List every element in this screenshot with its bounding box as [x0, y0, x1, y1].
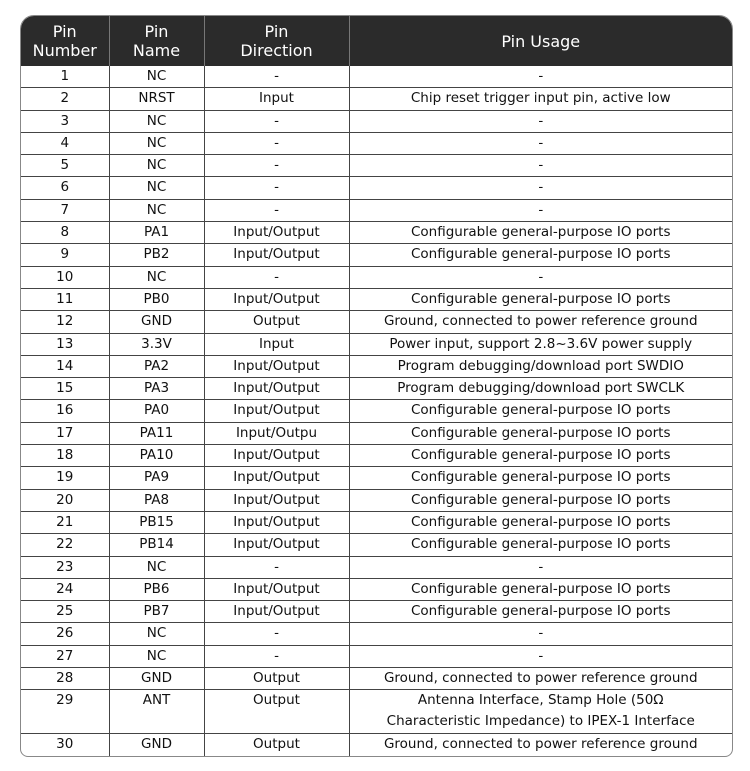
header-line: Name: [132, 41, 181, 60]
pin-usage-cell: -: [349, 645, 732, 667]
pin-number-cell: 9: [21, 244, 109, 266]
pin-number-cell: 26: [21, 623, 109, 645]
table-row: [21, 333, 732, 355]
pin-usage-cell: Antenna Interface, Stamp Hole (50Ω Characteristic Impedance) to IPEX-1 Interface: [349, 690, 732, 734]
pin-direction-cell: -: [204, 266, 349, 288]
pin-usage-cell: -: [349, 556, 732, 578]
pin-name-cell: ANT: [109, 690, 204, 734]
pin-number-cell: 1: [21, 66, 109, 88]
table-row: [21, 645, 732, 667]
pin-usage-cell: Chip reset trigger input pin, active low: [349, 88, 732, 110]
pin-usage-cell: -: [349, 132, 732, 154]
pin-number-cell: 20: [21, 489, 109, 511]
pin-name-cell: PA8: [109, 489, 204, 511]
pin-direction-cell: -: [204, 199, 349, 221]
pin-usage-cell: Configurable general-purpose IO ports: [349, 244, 732, 266]
pin-name-cell: PA10: [109, 445, 204, 467]
pin-direction-cell: Input: [204, 333, 349, 355]
table-row: [21, 199, 732, 221]
header-pin-number: [21, 16, 109, 66]
table-row: [21, 110, 732, 132]
pin-name-cell: PB7: [109, 601, 204, 623]
pin-direction-cell: Input/Output: [204, 222, 349, 244]
pin-usage-cell: -: [349, 199, 732, 221]
table-row: [21, 400, 732, 422]
pin-direction-cell: -: [204, 66, 349, 88]
table-row: [21, 578, 732, 600]
pin-number-cell: 5: [21, 155, 109, 177]
pin-direction-cell: Input/Output: [204, 355, 349, 377]
pin-number-cell: 4: [21, 132, 109, 154]
pin-name-cell: PB6: [109, 578, 204, 600]
pin-name-cell: NRST: [109, 88, 204, 110]
table-row: [21, 288, 732, 310]
table-row: [21, 378, 732, 400]
table-row: [21, 467, 732, 489]
pin-number-cell: 6: [21, 177, 109, 199]
pin-usage-cell: Ground, connected to power reference ground: [349, 734, 732, 756]
pin-table-container: [20, 15, 733, 757]
header-line: Pin Usage: [501, 31, 581, 51]
pin-direction-cell: Input/Output: [204, 244, 349, 266]
pin-name-cell: NC: [109, 266, 204, 288]
table-row: [21, 534, 732, 556]
pin-name-cell: GND: [109, 668, 204, 690]
pin-direction-cell: Input/Output: [204, 378, 349, 400]
table-header-row: [21, 16, 732, 66]
pin-name-cell: GND: [109, 734, 204, 756]
pin-usage-cell: Configurable general-purpose IO ports: [349, 511, 732, 533]
table-row: [21, 66, 732, 88]
pin-usage-cell: -: [349, 177, 732, 199]
pin-number-cell: 2: [21, 88, 109, 110]
pin-direction-cell: -: [204, 155, 349, 177]
pin-number-cell: 19: [21, 467, 109, 489]
pin-number-cell: 14: [21, 355, 109, 377]
pin-name-cell: NC: [109, 177, 204, 199]
header-pin-name: [109, 16, 204, 66]
pin-direction-cell: -: [204, 110, 349, 132]
pin-usage-cell: Configurable general-purpose IO ports: [349, 489, 732, 511]
pin-direction-cell: Output: [204, 734, 349, 756]
pin-name-cell: PA1: [109, 222, 204, 244]
pin-number-cell: 21: [21, 511, 109, 533]
header-line: Direction: [240, 41, 313, 60]
pin-usage-cell: -: [349, 623, 732, 645]
table-row: [21, 623, 732, 645]
table-row: [21, 422, 732, 444]
pin-name-cell: NC: [109, 132, 204, 154]
pin-usage-cell: Configurable general-purpose IO ports: [349, 400, 732, 422]
pin-number-cell: 22: [21, 534, 109, 556]
pin-name-cell: NC: [109, 645, 204, 667]
pin-direction-cell: Output: [204, 690, 349, 734]
pin-direction-cell: -: [204, 177, 349, 199]
pin-direction-cell: Output: [204, 668, 349, 690]
table-row: [21, 244, 732, 266]
pin-number-cell: 17: [21, 422, 109, 444]
pin-usage-cell: Program debugging/download port SWDIO: [349, 355, 732, 377]
pin-usage-cell: Ground, connected to power reference ground: [349, 668, 732, 690]
pin-number-cell: 24: [21, 578, 109, 600]
table-row: [21, 445, 732, 467]
table-row: [21, 177, 732, 199]
pin-usage-cell: Power input, support 2.8~3.6V power supply: [349, 333, 732, 355]
table-row: [21, 132, 732, 154]
pin-name-cell: NC: [109, 623, 204, 645]
pin-name-cell: PA3: [109, 378, 204, 400]
header-line: Pin: [144, 22, 169, 41]
table-row: [21, 88, 732, 110]
pin-name-cell: PB15: [109, 511, 204, 533]
pin-name-cell: NC: [109, 199, 204, 221]
pin-number-cell: 10: [21, 266, 109, 288]
pin-number-cell: 25: [21, 601, 109, 623]
pin-direction-cell: Input/Output: [204, 467, 349, 489]
pin-name-cell: PA0: [109, 400, 204, 422]
table-row: [21, 511, 732, 533]
pin-direction-cell: Input/Output: [204, 534, 349, 556]
pin-usage-cell: Configurable general-purpose IO ports: [349, 422, 732, 444]
pin-direction-cell: Input/Outpu: [204, 422, 349, 444]
table-row: [21, 155, 732, 177]
pin-number-cell: 28: [21, 668, 109, 690]
pin-direction-cell: -: [204, 623, 349, 645]
pin-name-cell: GND: [109, 311, 204, 333]
pin-number-cell: 23: [21, 556, 109, 578]
pin-name-cell: NC: [109, 110, 204, 132]
pin-usage-cell: Configurable general-purpose IO ports: [349, 288, 732, 310]
pin-usage-cell: -: [538, 68, 544, 84]
pin-usage-cell: -: [349, 266, 732, 288]
pin-name-cell: PB14: [109, 534, 204, 556]
pin-number-cell: 27: [21, 645, 109, 667]
pin-usage-cell: -: [349, 110, 732, 132]
pin-direction-cell: Input: [204, 88, 349, 110]
pin-name-cell: NC: [109, 66, 204, 88]
pin-usage-cell: Ground, connected to power reference ground: [349, 311, 732, 333]
pin-usage-cell: -: [349, 155, 732, 177]
pin-number-cell: 15: [21, 378, 109, 400]
pin-table: [21, 16, 732, 756]
pin-number-cell: 30: [21, 734, 109, 756]
pin-usage-cell: Configurable general-purpose IO ports: [349, 534, 732, 556]
header-pin-direction: [204, 16, 349, 66]
pin-direction-cell: Input/Output: [204, 445, 349, 467]
pin-number-cell: 12: [21, 311, 109, 333]
pin-name-cell: PA2: [109, 355, 204, 377]
pin-direction-cell: Input/Output: [204, 400, 349, 422]
header-pin-usage: [349, 16, 732, 66]
pin-name-cell: PB2: [109, 244, 204, 266]
pin-direction-cell: Output: [204, 311, 349, 333]
pin-name-cell: 3.3V: [109, 333, 204, 355]
table-row: [21, 601, 732, 623]
table-row: [21, 489, 732, 511]
pin-number-cell: 29: [21, 690, 109, 734]
pin-usage-cell: Program debugging/download port SWCLK: [349, 378, 732, 400]
table-row: [21, 668, 732, 690]
table-row: [21, 266, 732, 288]
pin-usage-cell: Configurable general-purpose IO ports: [349, 467, 732, 489]
table-row: [21, 556, 732, 578]
header-line: Pin: [52, 22, 77, 41]
pin-direction-cell: -: [204, 556, 349, 578]
pin-usage-cell: Configurable general-purpose IO ports: [349, 601, 732, 623]
table-row: [21, 355, 732, 377]
pin-direction-cell: -: [204, 645, 349, 667]
header-line: Pin: [264, 22, 289, 41]
pin-direction-cell: Input/Output: [204, 578, 349, 600]
pin-number-cell: 8: [21, 222, 109, 244]
pin-name-cell: NC: [109, 155, 204, 177]
table-row: [21, 690, 732, 734]
pin-name-cell: PA9: [109, 467, 204, 489]
table-row: [21, 311, 732, 333]
pin-number-cell: 11: [21, 288, 109, 310]
table-row: [21, 222, 732, 244]
pin-usage-cell: Configurable general-purpose IO ports: [349, 445, 732, 467]
pin-usage-cell: Configurable general-purpose IO ports: [349, 222, 732, 244]
pin-name-cell: PB0: [109, 288, 204, 310]
pin-direction-cell: -: [204, 132, 349, 154]
pin-direction-cell: Input/Output: [204, 511, 349, 533]
pin-number-cell: 3: [21, 110, 109, 132]
pin-direction-cell: Input/Output: [204, 601, 349, 623]
pin-usage-cell: Configurable general-purpose IO ports: [349, 578, 732, 600]
table-row: [21, 734, 732, 756]
pin-name-cell: PA11: [109, 422, 204, 444]
pin-direction-cell: Input/Output: [204, 288, 349, 310]
pin-number-cell: 16: [21, 400, 109, 422]
pin-number-cell: 7: [21, 199, 109, 221]
pin-number-cell: 18: [21, 445, 109, 467]
pin-direction-cell: Input/Output: [204, 489, 349, 511]
pin-number-cell: 13: [21, 333, 109, 355]
pin-name-cell: NC: [109, 556, 204, 578]
header-line: Number: [32, 41, 97, 60]
